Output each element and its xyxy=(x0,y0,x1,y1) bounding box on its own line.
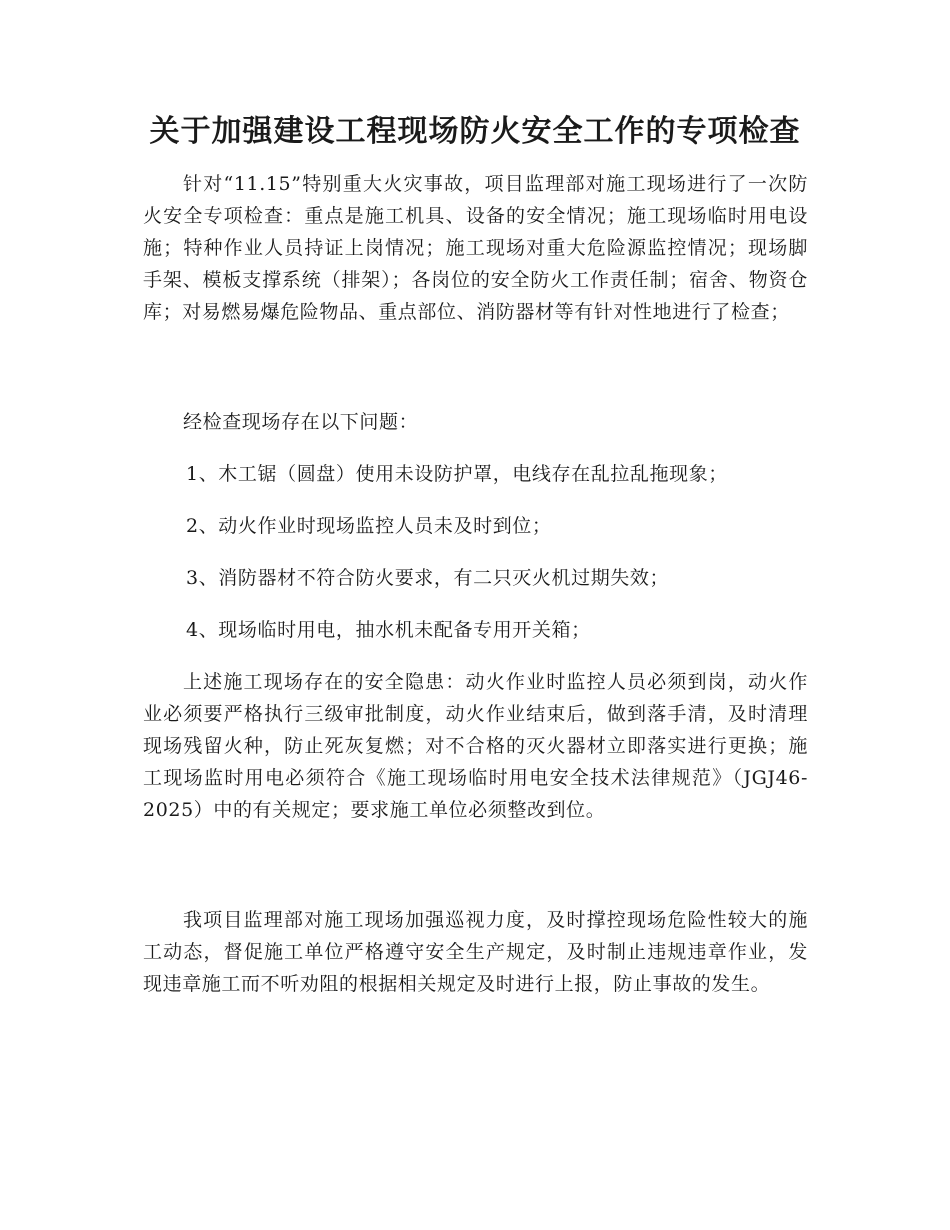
finding-item-2: 2、动火作业时现场监控人员未及时到位； xyxy=(186,515,552,537)
findings-heading: 经检查现场存在以下问题： xyxy=(183,411,419,433)
finding-item-1: 1、木工锯（圆盘）使用未设防护罩，电线存在乱拉乱拖现象； xyxy=(186,463,728,485)
finding-item-4: 4、现场临时用电，抽水机未配备专用开关箱； xyxy=(186,619,591,641)
document-title: 关于加强建设工程现场防火安全工作的专项检查 xyxy=(149,114,801,149)
conclusion-paragraph: 我项目监理部对施工现场加强巡视力度，及时撑控现场危险性较大的施工动态，督促施工单位严格遵守安全生产规定，及时制止违规违章作业，发现违章施工而不听劝阻的根据相关规定及时进行上报，防止事故的发生。 xyxy=(143,909,808,995)
measures-paragraph: 上述施工现场存在的安全隐患：动火作业时监控人员必须到岗，动火作业必须要严格执行三级审批制度，动火作业结束后，做到落手清，及时清理现场残留火种，防止死灰复燃；对不合格的灭火器材立即落实进行更换；施工现场监时用电必须符合《施工现场临时用电安全技术法律规范》（JGJ46-2025）中的有关规定；要求施工单位必须整改到位。 xyxy=(143,671,808,821)
finding-item-3: 3、消防器材不符合防火要求，有二只灭火机过期失效； xyxy=(186,567,670,589)
intro-paragraph: 针对“11.15”特别重大火灾事故，项目监理部对施工现场进行了一次防火安全专项检查：重点是施工机具、设备的安全情况；施工现场临时用电设施；特种作业人员持证上岗情况；施工现场对重大危险源监控情况；现场脚手架、模板支撑系统（排架）；各岗位的安全防火工作责任制；宿舍、物资仓库；对易燃易爆危险物品、重点部位、消防器材等有针对性地进行了检查； xyxy=(143,173,808,323)
